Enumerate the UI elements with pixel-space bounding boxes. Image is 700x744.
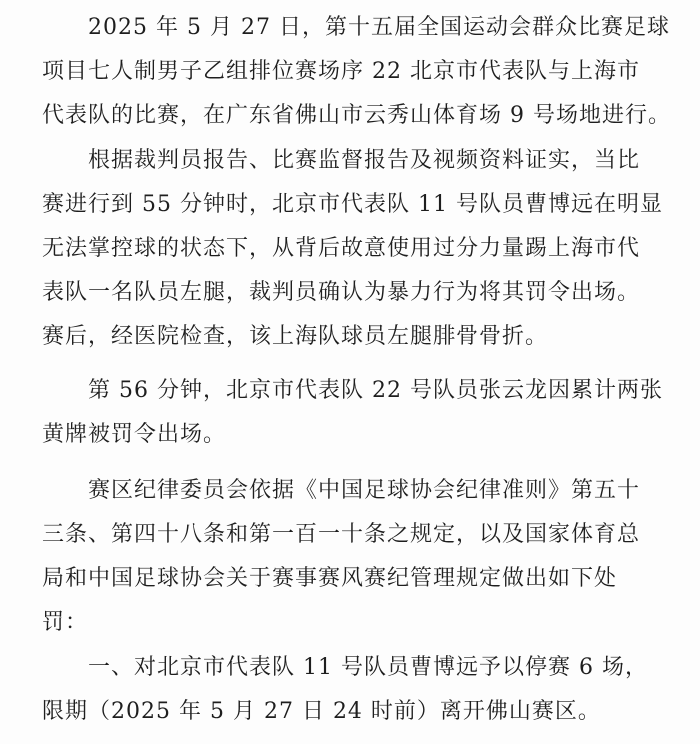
paragraph-4-line-3: 局和中国足球协会关于赛事赛风赛纪管理规定做出如下处: [42, 566, 618, 591]
paragraph-1-line-2: 项目七人制男子乙组排位赛场序 22 北京市代表队与上海市: [42, 59, 640, 84]
paragraph-4-line-2: 三条、第四十八条和第一百一十条之规定，以及国家体育总: [42, 522, 641, 547]
paragraph-2-line-2: 赛进行到 55 分钟时，北京市代表队 11 号队员曹博远在明显: [42, 192, 663, 217]
paragraph-4-line-1: 赛区纪律委员会依据《中国足球协会纪律准则》第五十: [88, 478, 641, 503]
paragraph-2-line-4: 表队一名队员左腿，裁判员确认为暴力行为将其罚令出场。: [42, 280, 641, 305]
paragraph-5-line-1: 一、对北京市代表队 11 号队员曹博远予以停赛 6 场，: [88, 655, 648, 680]
paragraph-3-line-1: 第 56 分钟，北京市代表队 22 号队员张云龙因累计两张: [88, 378, 663, 403]
paragraph-2-line-5: 赛后，经医院检查，该上海队球员左腿腓骨骨折。: [42, 324, 549, 349]
paragraph-2-line-3: 无法掌控球的状态下，从背后故意使用过分力量踢上海市代: [42, 236, 641, 261]
paragraph-4-line-4: 罚：: [42, 610, 89, 635]
paragraph-2-line-1: 根据裁判员报告、比赛监督报告及视频资料证实，当比: [88, 148, 641, 173]
paragraph-1-line-1: 2025 年 5 月 27 日，第十五届全国运动会群众比赛足球: [88, 15, 670, 40]
paragraph-1-line-3: 代表队的比赛，在广东省佛山市云秀山体育场 9 号场地进行。: [42, 103, 671, 128]
paragraph-5-line-2: 限期（2025 年 5 月 27 日 24 时前）离开佛山赛区。: [42, 699, 601, 724]
paragraph-3-line-2: 黄牌被罚令出场。: [42, 422, 227, 447]
